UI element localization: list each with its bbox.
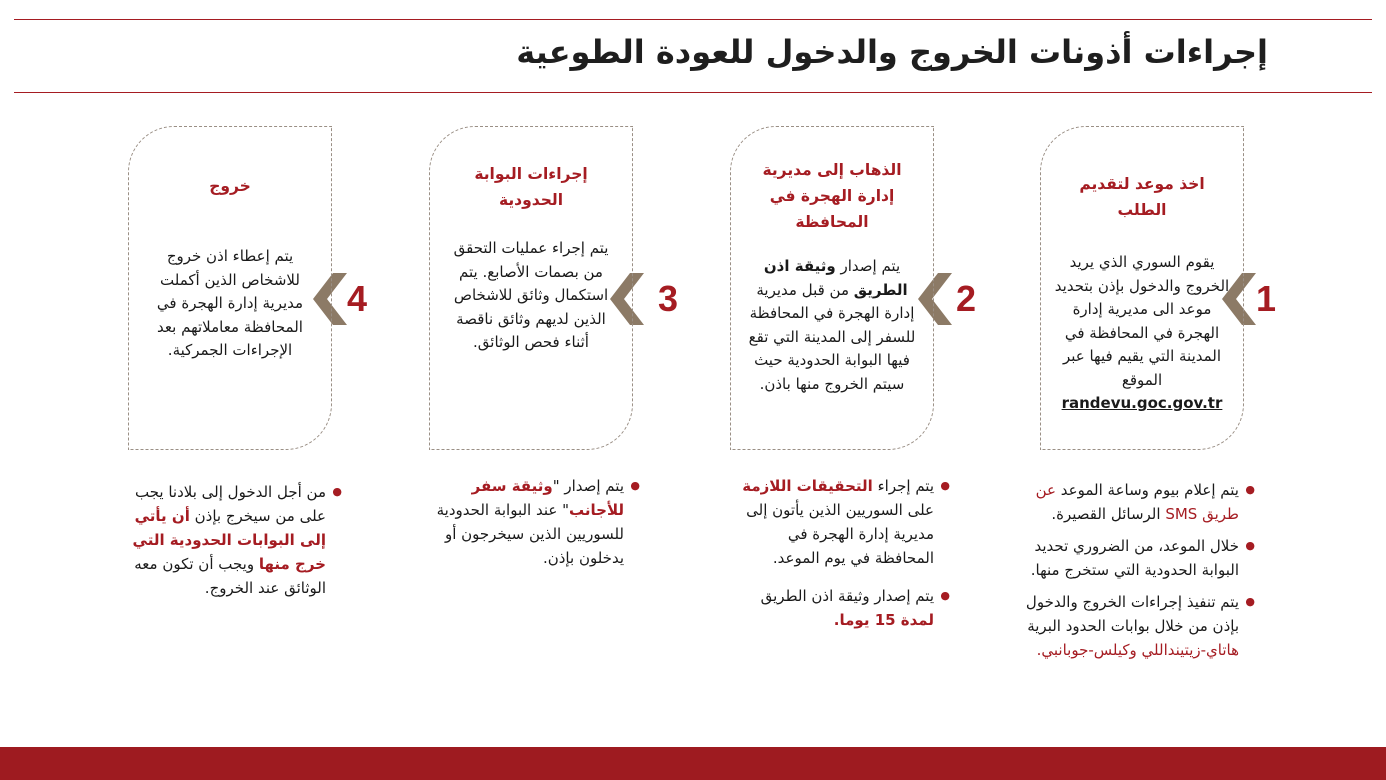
page-title: إجراءات أذونات الخروج والدخول للعودة الطوعية <box>516 33 1268 71</box>
step-1-card <box>1040 126 1244 450</box>
step-3-card <box>429 126 633 450</box>
list-item <box>128 480 342 600</box>
note-text: يتم إصدار وثيقة اذن الطريق <box>760 587 934 605</box>
list-item: ● خلال الموعد، من الضروري تحديد البوابة الحدودية التي ستخرج منها. <box>995 534 1255 582</box>
step-3-notes <box>436 474 640 578</box>
note-text: يتم تنفيذ إجراءات الخروج والدخول بإذن من خلال بوابات الحدود البرية <box>1025 593 1239 635</box>
note-highlight: عن طريق <box>1035 481 1239 523</box>
step-2-notes <box>728 474 950 640</box>
step-2-body-post: من قبل مديرية إدارة الهجرة في المحافظة للسفر إلى المدينة التي تقع فيها البوابة الحدودية حيث سيتم الخروج منها باذن. <box>748 280 916 393</box>
list-item <box>995 590 1255 662</box>
step-4-card <box>128 126 332 450</box>
note-text: على السوريين الذين يأتون إلى مديرية إدارة الهجرة في المحافظة في يوم الموعد. <box>746 501 934 567</box>
note-highlight: التحقيقات اللازمة <box>742 477 873 495</box>
list-item <box>436 474 640 570</box>
list-item <box>728 584 950 632</box>
step-3-title: إجراءات البوابة الحدودية <box>474 165 588 209</box>
footer-bar <box>0 747 1386 780</box>
note-text: من أجل الدخول إلى بلادنا يجب على من سيخرج بإذن <box>134 483 326 525</box>
step-2-number: 2 <box>956 278 977 319</box>
note-text: ويجب أن تكون معه الوثائق عند الخروج. <box>134 555 326 597</box>
step-2-title: الذهاب إلى مديرية إدارة الهجرة في المحافظة <box>762 161 902 231</box>
sms-label: SMS <box>1165 505 1198 523</box>
step-4-notes <box>128 480 342 608</box>
note-highlight: أن يأتي إلى البوابات الحدودية التي خرج منها <box>132 507 326 573</box>
list-item <box>995 478 1255 526</box>
note-highlight: وثيقة سفر للأجانب <box>471 477 624 519</box>
step-1-title: اخذ موعد لتقديم الطلب <box>1079 175 1205 219</box>
step-1-body <box>1053 251 1231 416</box>
note-text: الرسائل القصيرة. <box>1051 505 1161 523</box>
step-1-notes <box>995 478 1255 670</box>
top-divider <box>14 19 1372 20</box>
list-item <box>728 474 950 570</box>
note-highlight: هاتاي-زيتينداللي وكيلس-جوبانبي. <box>1036 641 1239 659</box>
step-4-title: خروج <box>209 177 251 195</box>
step-1-number: 1 <box>1256 278 1277 319</box>
step-3-number: 3 <box>658 278 679 319</box>
step-4-body: يتم إعطاء اذن خروج للاشخاص الذين أكملت مديرية إدارة الهجرة في المحافظة معاملاتهم بعد الإجراءات الجمركية. <box>156 247 304 359</box>
step-2-body-pre: يتم إصدار <box>840 257 901 275</box>
appointment-website-link[interactable]: randevu.goc.gov.tr <box>1061 394 1223 412</box>
note-text: يتم إجراء <box>877 477 934 495</box>
step-4-number: 4 <box>347 278 368 319</box>
note-text: يتم إعلام بيوم وساعة الموعد <box>1060 481 1239 499</box>
step-2-card <box>730 126 934 450</box>
note-text: يتم إصدار " <box>552 477 624 495</box>
note-highlight: لمدة 15 يوما. <box>833 611 934 629</box>
title-divider <box>14 92 1372 93</box>
note-text: " عند البوابة الحدودية للسوريين الذين سيخرجون أو يدخلون بإذن. <box>436 501 624 567</box>
step-1-body-text: يقوم السوري الذي يريد الخروج والدخول بإذن بتحديد موعد الى مديرية إدارة الهجرة في المحافظة في المدينة التي يقيم فيها عبر الموقع <box>1054 253 1230 389</box>
step-2-body <box>743 255 921 396</box>
travel-permit-doc: وثيقة اذن الطريق <box>763 257 908 299</box>
step-3-body: يتم إجراء عمليات التحقق من بصمات الأصابع. يتم استكمال وثائق للاشخاص الذين لديهم وثائق ناقصة أثناء فحص الوثائق. <box>453 239 609 351</box>
